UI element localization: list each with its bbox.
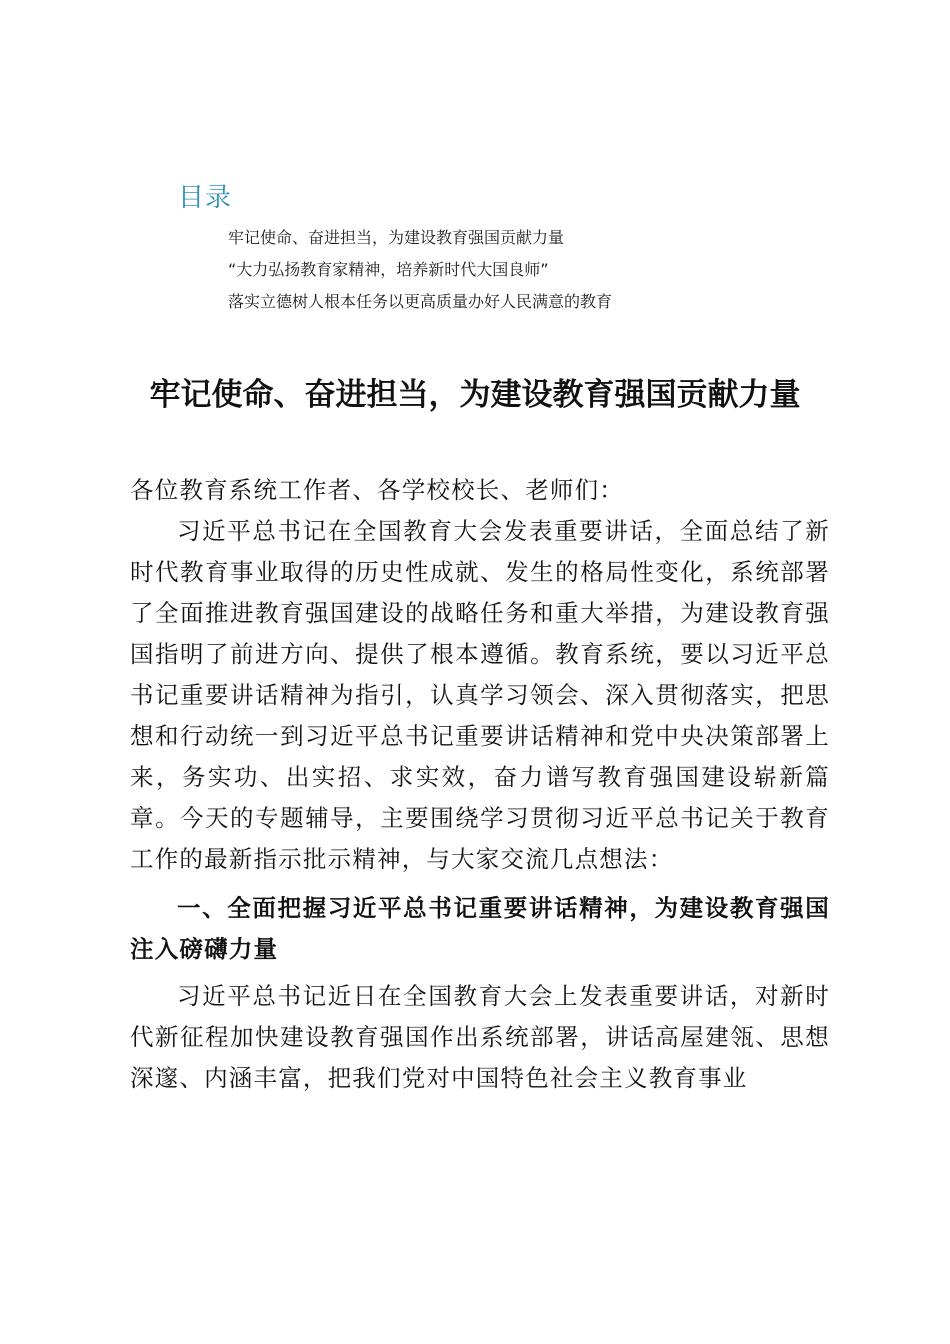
salutation: 各位教育系统工作者、各学校校长、老师们：: [130, 476, 624, 504]
body-paragraph: 习近平总书记在全国教育大会发表重要讲话，全面总结了新时代教育事业取得的历史性成就、发生的格局性变化，系统部署了全面推进教育强国建设的战略任务和重大举措，为建设教育强国指明了前进方向、提供了根本遵循。教育系统，要以习近平总书记重要讲话精神为指引，认真学习领会、深入贯彻落实，把思想和行动统一到习近平总书记重要讲话精神和党中央决策部署上来，务实功、出实招、求实效，奋力谱写教育强国建设崭新篇章。今天的专题辅导，主要围绕学习贯彻习近平总书记关于教育工作的最新指示批示精神，与大家交流几点想法：: [130, 517, 830, 873]
body-paragraph: 习近平总书记近日在全国教育大会上发表重要讲话，对新时代新征程加快建设教育强国作出系统部署，讲话高屋建瓴、思想深邃、内涵丰富，把我们党对中国特色社会主义教育事业: [130, 982, 830, 1092]
document-body: [130, 470, 830, 1099]
section-heading: 一、全面把握习近平总书记重要讲话精神，为建设教育强国注入磅礴力量: [130, 894, 830, 963]
toc-item[interactable]: 牢记使命、奋进担当，为建设教育强国贡献力量: [228, 228, 565, 247]
toc-item[interactable]: 落实立德树人根本任务以更高质量办好人民满意的教育: [228, 292, 613, 311]
toc-item[interactable]: “大力弘扬教育家精神，培养新时代大国良师”: [228, 260, 549, 279]
toc-title: 目录: [178, 183, 233, 213]
table-of-contents: [228, 222, 612, 318]
document-title: 牢记使命、奋进担当，为建设教育强国贡献力量: [149, 377, 801, 413]
